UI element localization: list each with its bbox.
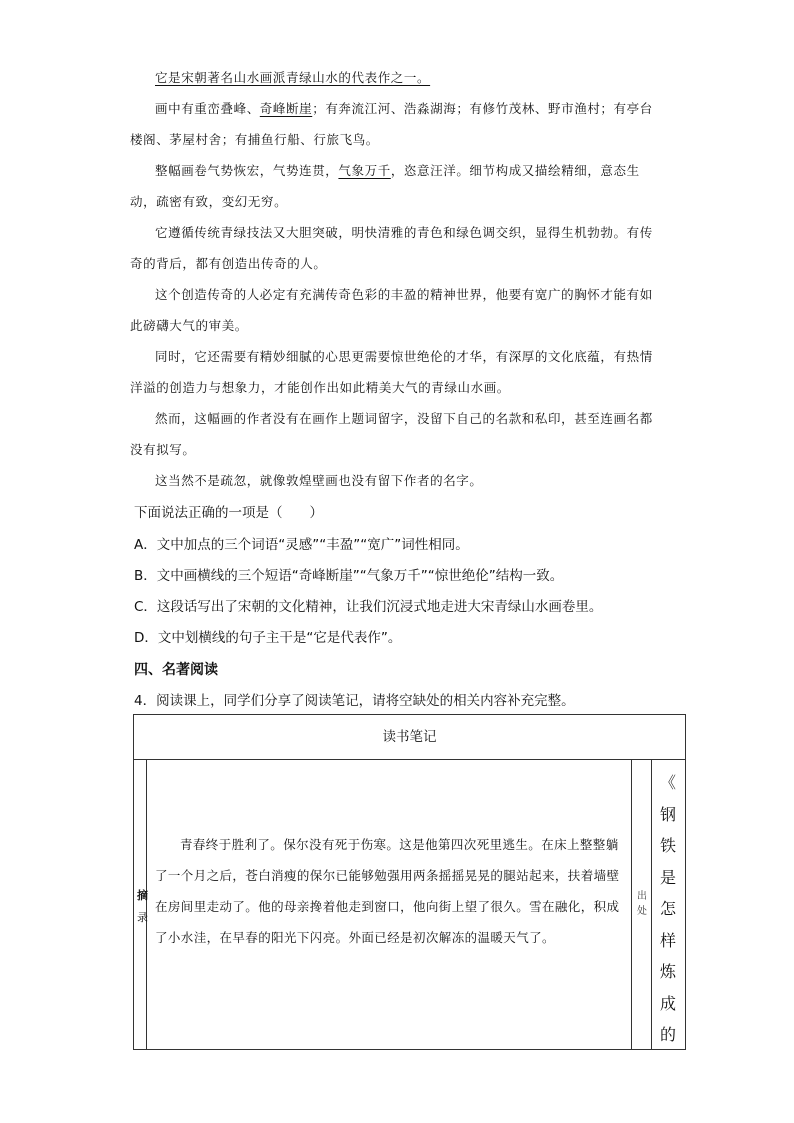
book-title-char: 是: [659, 867, 676, 887]
passage-text: 画中有重峦叠峰、: [155, 101, 260, 116]
passage-text: ，恣意汪洋。细节构成又描绘精细，意态生动，疏密有致，变幻无穷。: [130, 163, 640, 209]
source-label: 出处: [637, 891, 647, 917]
note-left-label-column: [134, 759, 147, 1050]
book-title-char: 《: [659, 773, 676, 792]
option-b: B．文中画横线的三个短语“奇峰断崖”“气象万千”“惊世绝伦”结构一致。: [134, 568, 564, 584]
passage-text: ；有奔流江河、浩淼湖海；有修竹茂林、野市渔村；有亭台楼阁、茅屋村舍；有捕鱼行船、行旅飞鸟。: [130, 101, 653, 147]
underlined-sentence: 它是宋朝著名山水画派青绿山水的代表作之一。: [155, 70, 431, 85]
option-a: A．文中加点的三个词语“灵感”“丰盈”“宽广”词性相同。: [134, 537, 469, 553]
left-label-char: 摘: [137, 889, 148, 902]
book-title-char: 成: [659, 993, 676, 1013]
passage-text: 整幅画卷气势恢宏，气势连贯，: [155, 163, 339, 178]
passage-para-4: 它遵循传统青绿技法又大胆突破，明快清雅的青色和绿色调交织，显得生机勃勃。有传奇的背后，都有创造出传奇的人。: [130, 225, 653, 271]
question-4-stem: 4．阅读课上，同学们分享了阅读笔记，请将空缺处的相关内容补充完整。: [134, 693, 575, 709]
passage-para-5: 这个创造传奇的人必定有充满传奇色彩的丰盈的精神世界，他要有宽广的胸怀才能有如此磅礴大气的审美。: [130, 287, 653, 333]
option-d: D．文中划横线的句子主干是“它是代表作”。: [134, 630, 402, 646]
passage-para-7: 然而，这幅画的作者没有在画作上题词留字，没留下自己的名款和私印，甚至连画名都没有拟写。: [130, 411, 653, 457]
book-title-char: 铁: [659, 836, 676, 855]
underlined-phrase-qixiang: 气象万千: [338, 163, 391, 178]
passage-para-2: [130, 93, 660, 155]
book-title-char: 样: [659, 930, 676, 950]
question-stem: 下面说法正确的一项是（ ）: [134, 505, 323, 521]
book-title-char: 炼: [659, 962, 676, 981]
book-title-char: 怎: [659, 899, 676, 918]
note-book-title-column: [650, 759, 686, 1050]
reading-passage: [130, 62, 660, 496]
section-heading: 四、名著阅读: [134, 662, 218, 678]
book-title-char: 钢: [659, 804, 676, 824]
passage-para-1: [130, 62, 660, 93]
left-label-char: 录: [137, 911, 148, 924]
note-excerpt-cell: [147, 759, 631, 1050]
passage-para-6: 同时，它还需要有精妙细腻的心思更需要惊世绝伦的才华，有深厚的文化底蕴，有热情洋溢的创造力与想象力，才能创作出如此精美大气的青绿山水画。: [130, 349, 653, 395]
passage-para-3: [130, 155, 660, 217]
book-title-char: 的: [659, 1025, 676, 1044]
note-table-header: 读书笔记: [134, 715, 685, 760]
underlined-phrase-qifeng: 奇峰断崖: [259, 101, 313, 116]
reading-note-table: [133, 714, 686, 1050]
note-source-label-column: [631, 759, 652, 1050]
note-excerpt-text: 青春终于胜利了。保尔没有死于伤寒。这是他第四次死里逃生。在床上整整躺了一个月之后，苍白消瘦的保尔已能够勉强用两条摇摇晃晃的腿站起来，扶着墙壁在房间里走动了。他的母亲搀着他走到窗口，他向街上望了很久。雪在融化，积成了小水洼，在早春的阳光下闪亮。外面已经是初次解冻的温暖天气了。: [155, 837, 620, 945]
passage-para-8: 这当然不是疏忽，就像敦煌壁画也没有留下作者的名字。: [155, 473, 483, 488]
option-c: C．这段话写出了宋朝的文化精神，让我们沉浸式地走进大宋青绿山水画卷里。: [134, 599, 603, 615]
